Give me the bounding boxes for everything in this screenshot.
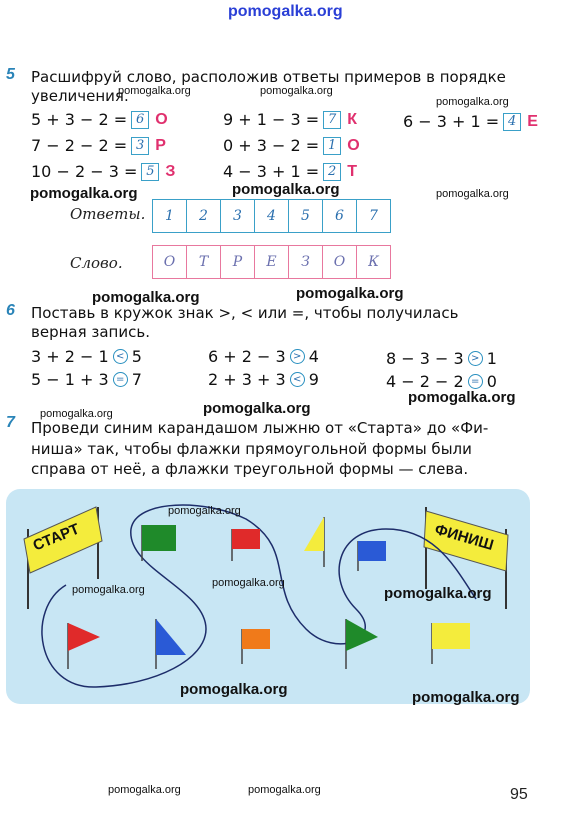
- watermark: pomogalka.org: [436, 96, 509, 108]
- compare-1: 3 + 2 − 1 < 5: [31, 347, 142, 366]
- watermark: pomogalka.org: [296, 285, 404, 302]
- task5-line2: увеличения.: [31, 87, 129, 105]
- watermark: pomogalka.org: [72, 584, 145, 596]
- watermark: pomogalka.org: [30, 185, 138, 202]
- flag-tri-blue: [156, 619, 186, 655]
- watermark: pomogalka.org: [212, 577, 285, 589]
- watermark: pomogalka.org: [260, 85, 333, 97]
- watermark: pomogalka.org: [203, 400, 311, 417]
- watermark: pomogalka.org: [408, 389, 516, 406]
- sign-circle: <: [113, 349, 128, 364]
- answer-cell: 2: [186, 199, 221, 233]
- compare-2: 6 + 2 − 3 > 4: [208, 347, 319, 366]
- answer-box: 2: [323, 163, 341, 181]
- example-6: 4 − 3 + 1 = 2 Т: [223, 162, 357, 181]
- flag-tri-yellow: [304, 517, 324, 551]
- task6-number: 6: [6, 302, 15, 319]
- flag-tri-red: [68, 623, 100, 651]
- word-cell: З: [288, 245, 323, 279]
- watermark: pomogalka.org: [232, 181, 340, 198]
- word-cell: Р: [220, 245, 255, 279]
- word-cell: О: [152, 245, 187, 279]
- watermark: pomogalka.org: [248, 784, 321, 796]
- sign-circle: <: [290, 372, 305, 387]
- flag-tri-green: [346, 619, 378, 651]
- answer-box: 3: [131, 137, 149, 155]
- task7-number: 7: [6, 414, 15, 431]
- task6-line2: верная запись.: [31, 323, 150, 341]
- sign-circle: >: [468, 351, 483, 366]
- example-2: 7 − 2 − 2 = 3 Р: [31, 136, 166, 155]
- flag-rect-red: [232, 529, 260, 549]
- answer-box: 7: [323, 111, 341, 129]
- compare-3: 8 − 3 − 3 > 1: [386, 349, 497, 368]
- start-label: СТАРТ: [30, 520, 82, 555]
- task7-line2: ниша» так, чтобы флажки прямоугольной формы были: [31, 440, 472, 458]
- task6-line1: Поставь в кружок знак >, < или =, чтобы получилась: [31, 304, 459, 322]
- answer-box: 1: [323, 137, 341, 155]
- answers-label: Ответы.: [70, 205, 146, 223]
- compare-4: 5 − 1 + 3 = 7: [31, 370, 142, 389]
- word-cell: Т: [186, 245, 221, 279]
- sign-circle: =: [468, 374, 483, 389]
- example-7: 6 − 3 + 1 = 4 Е: [403, 112, 538, 131]
- word-cell: К: [356, 245, 391, 279]
- flag-rect-green: [142, 525, 176, 551]
- task7-line1: Проведи синим карандашом лыжню от «Старта» до «Фи-: [31, 419, 489, 437]
- word-cell: Е: [254, 245, 289, 279]
- finish-label: ФИНИШ: [432, 521, 496, 554]
- watermark: pomogalka.org: [92, 289, 200, 306]
- watermark: pomogalka.org: [180, 681, 288, 698]
- answer-cell: 5: [288, 199, 323, 233]
- example-5: 0 + 3 − 2 = 1 О: [223, 136, 360, 155]
- task5-number: 5: [6, 66, 15, 83]
- answer-cell: 3: [220, 199, 255, 233]
- task5-line1: Расшифруй слово, расположив ответы примеров в порядке: [31, 68, 506, 86]
- sign-circle: =: [113, 372, 128, 387]
- watermark: pomogalka.org: [436, 188, 509, 200]
- example-3: 10 − 2 − 3 = 5 З: [31, 162, 176, 181]
- watermark: pomogalka.org: [118, 85, 191, 97]
- flag-rect-yellow: [432, 623, 470, 649]
- word-cell: О: [322, 245, 357, 279]
- watermark: pomogalka.org: [40, 408, 113, 420]
- answer-cell: 4: [254, 199, 289, 233]
- watermark: pomogalka.org: [108, 784, 181, 796]
- task7-line3: справа от неё, а флажки треугольной формы — слева.: [31, 460, 469, 478]
- watermark: pomogalka.org: [168, 505, 241, 517]
- answer-box: 5: [141, 163, 159, 181]
- answer-box: 4: [503, 113, 521, 131]
- compare-6: 4 − 2 − 2 = 0: [386, 372, 497, 391]
- word-label: Слово.: [70, 254, 123, 272]
- sign-circle: >: [290, 349, 305, 364]
- watermark-top: pomogalka.org: [228, 3, 343, 20]
- page-number: 95: [510, 786, 528, 803]
- example-1: 5 + 3 − 2 = 6 О: [31, 110, 168, 129]
- answer-cell: 1: [152, 199, 187, 233]
- answer-cell: 7: [356, 199, 391, 233]
- answer-box: 6: [131, 111, 149, 129]
- flag-rect-orange: [242, 629, 270, 649]
- answer-cell: 6: [322, 199, 357, 233]
- flag-rect-blue: [358, 541, 386, 561]
- answers-grid: [153, 199, 391, 233]
- word-grid: [153, 245, 391, 279]
- compare-5: 2 + 3 + 3 < 9: [208, 370, 319, 389]
- watermark: pomogalka.org: [412, 689, 520, 706]
- watermark: pomogalka.org: [384, 585, 492, 602]
- example-4: 9 + 1 − 3 = 7 К: [223, 110, 357, 129]
